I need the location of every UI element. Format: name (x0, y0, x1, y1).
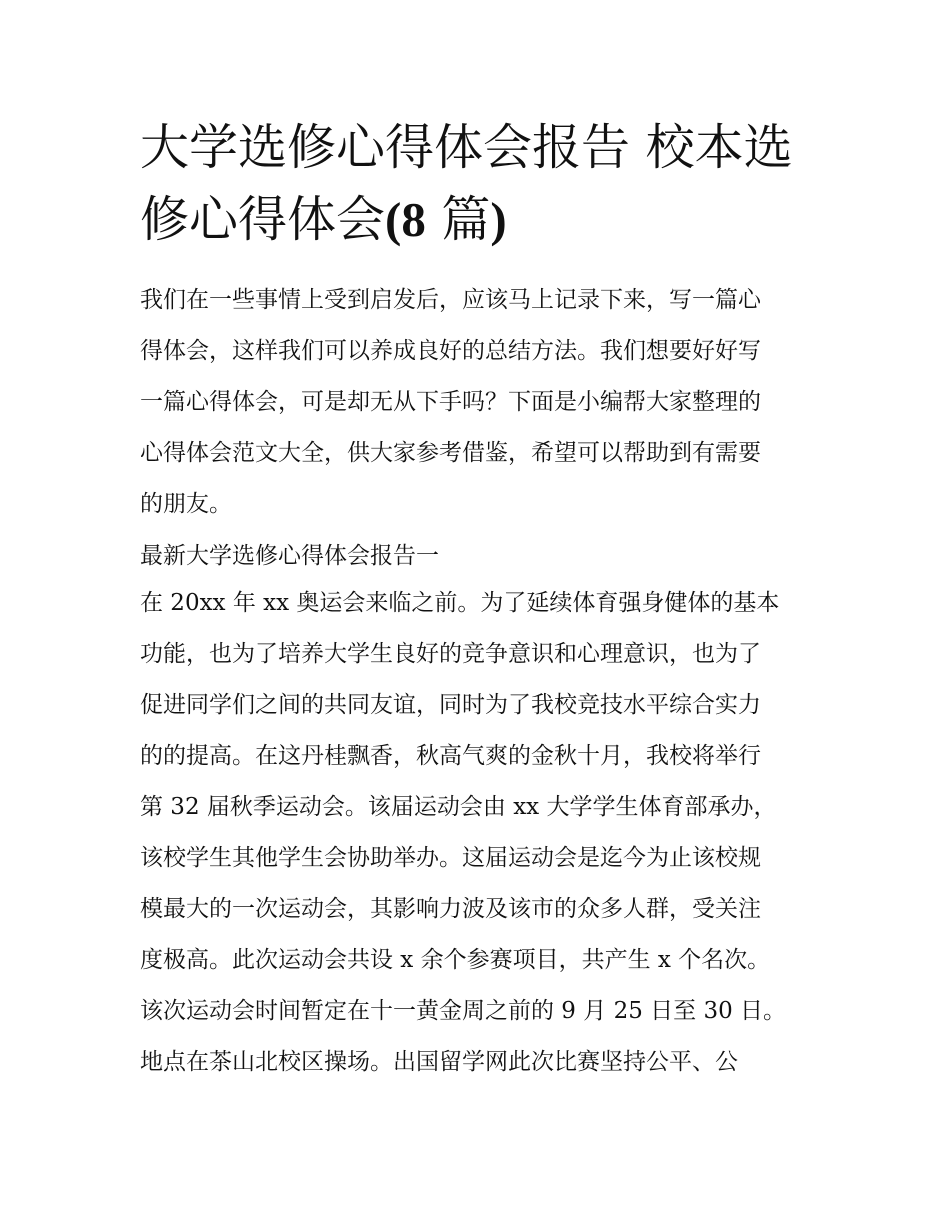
title-line-2-close: ) (490, 192, 507, 247)
intro-line: 的朋友。 (140, 491, 232, 517)
title-line-2-unit: 篇 (425, 191, 491, 248)
section-line: 促进同学们之间的共同友谊，同时为了我校竞技水平综合实力 (140, 692, 761, 718)
section-paragraph (140, 586, 820, 1096)
document-title (140, 112, 820, 256)
section-line: 度极高。此次运动会共设 x 余个参赛项目，共产生 x 个名次。 (140, 947, 771, 973)
section-line: 在 20xx 年 xx 奥运会来临之前。为了延续体育强身健体的基本 (140, 590, 780, 616)
title-line-2-number: (8 (385, 192, 426, 247)
section-heading (140, 539, 820, 573)
section-line: 的的提高。在这丹桂飘香，秋高气爽的金秋十月，我校将举行 (140, 743, 761, 769)
intro-line: 得体会，这样我们可以养成良好的总结方法。我们想要好好写 (140, 338, 761, 364)
section-line: 该校学生其他学生会协助举办。这届运动会是迄今为止该校规 (140, 845, 761, 871)
title-line-1: 大学选修心得体会报告 校本选 (140, 119, 793, 176)
intro-line: 一篇心得体会，可是却无从下手吗？下面是小编帮大家整理的 (140, 389, 761, 415)
section-line: 功能，也为了培养大学生良好的竞争意识和心理意识，也为了 (140, 641, 761, 667)
intro-line: 我们在一些事情上受到启发后，应该马上记录下来，写一篇心 (140, 287, 761, 313)
section-line: 第 32 届秋季运动会。该届运动会由 xx 大学学生体育部承办， (140, 794, 777, 820)
intro-paragraph (140, 283, 820, 538)
title-line-2-text: 修心得体会 (140, 191, 386, 248)
section-line: 地点在茶山北校区操场。出国留学网此次比赛坚持公平、公 (140, 1049, 738, 1075)
section-line: 该次运动会时间暂定在十一黄金周之前的 9 月 25 日至 30 日。 (140, 998, 787, 1024)
section-line: 模最大的一次运动会，其影响力波及该市的众多人群，受关注 (140, 896, 761, 922)
section-heading-text: 最新大学选修心得体会报告一 (140, 543, 439, 569)
intro-line: 心得体会范文大全，供大家参考借鉴，希望可以帮助到有需要 (140, 440, 761, 466)
